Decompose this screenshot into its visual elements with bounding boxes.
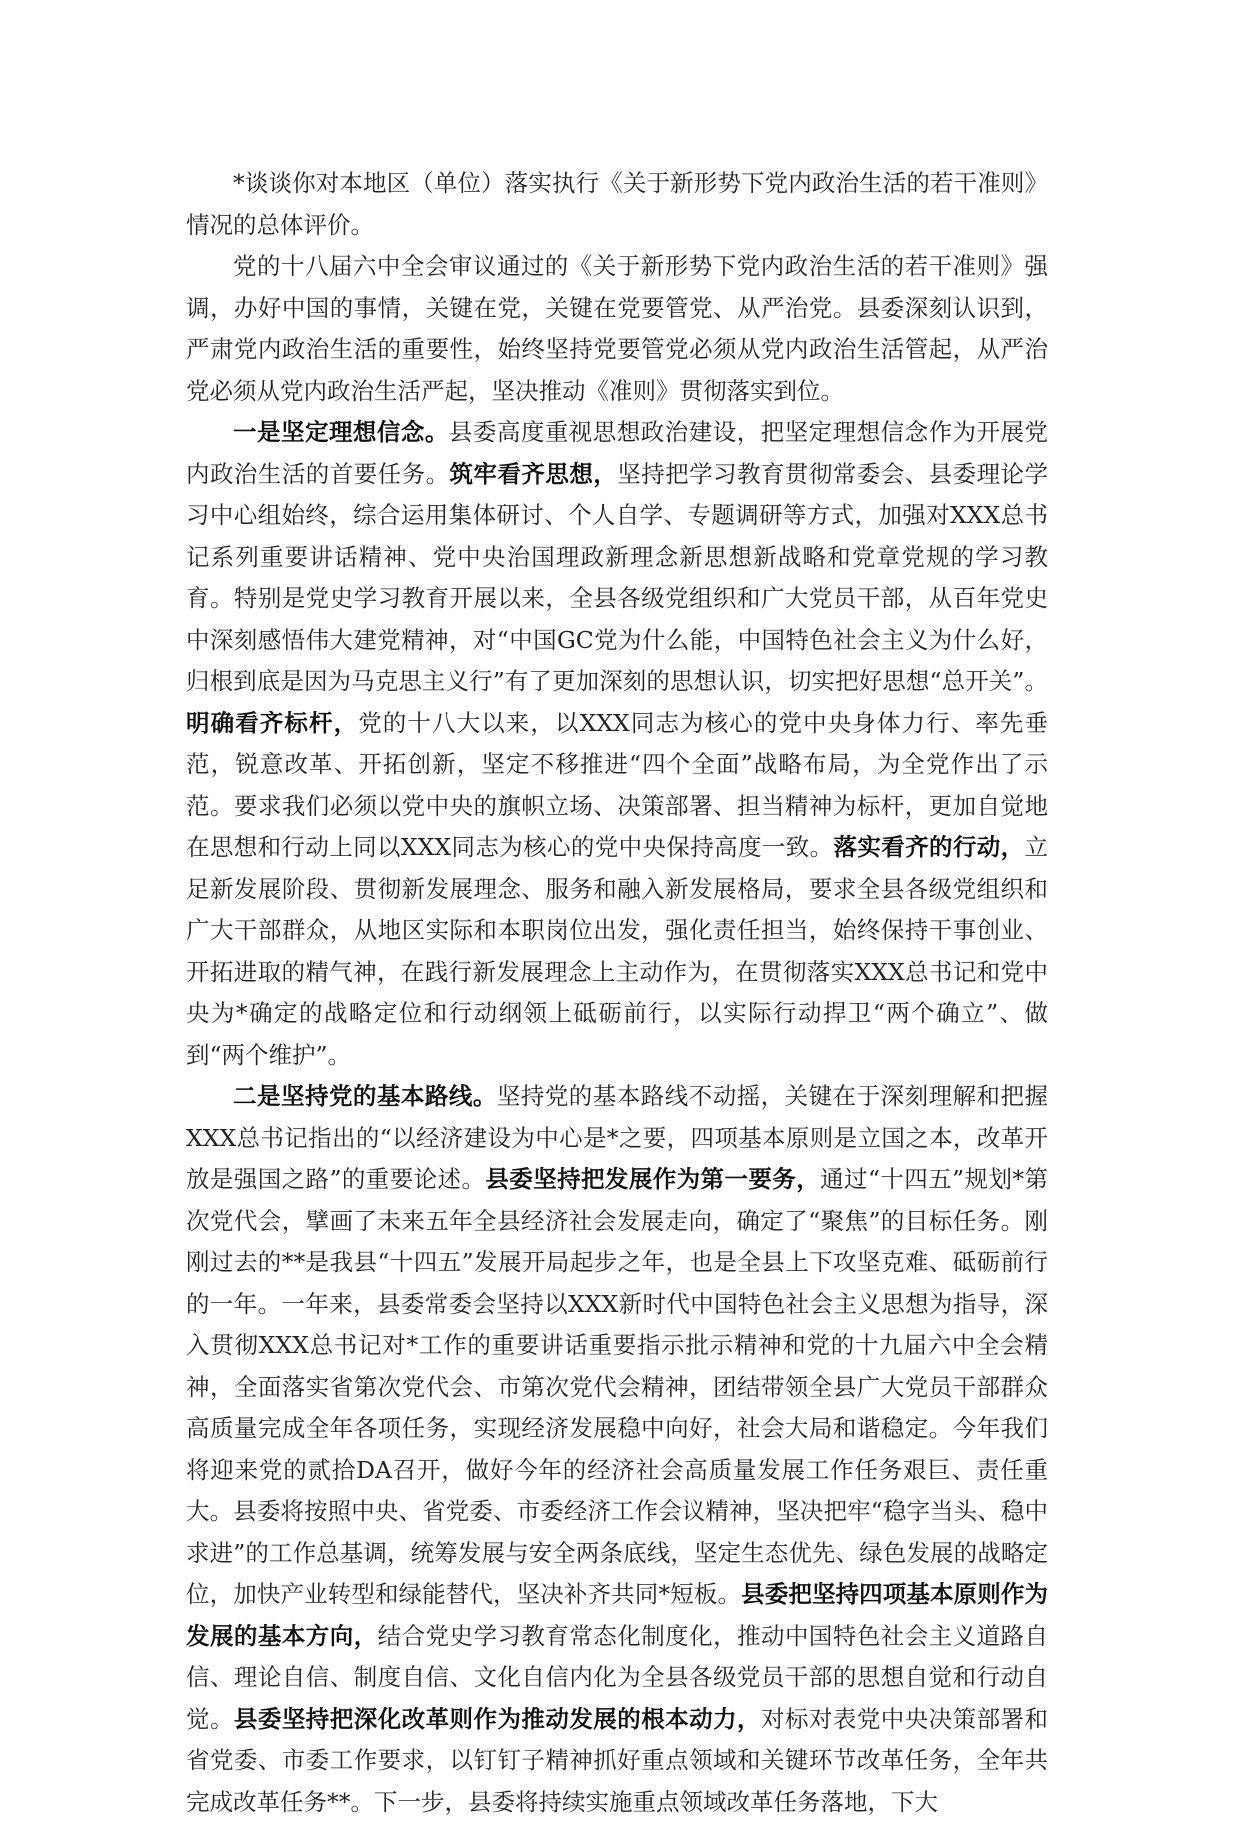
body-text: 通过“十四五”规划*第次党代会，擘画了未来五年全县经济社会发展走向，确定了“聚焦”的目标任务。刚刚过去的**是我县“十四五”发展开局起步之年，也是全县上下攻坚克难、砥砺前行的一年。一年来，县委常委会坚持以XXX新时代中国特色社会主义思想为指导，深入贯彻XXX总书记对*工作的重要讲话重要指示批示精神和党的十九届六中全会精神，全面落实省第次党代会、市第次党代会精神，团结带领全县广大党员干部群众高质量完成全年各项任务，实现经济发展稳中向好，社会大局和谐稳定。今年我们将迎来党的贰拾DA召开，做好今年的经济社会高质量发展工作任务艰巨、责任重大。县委将按照中央、省党委、市委经济工作会议精神，坚决把牢“稳字当头、稳中求进”的工作总基调，统筹发展与安全两条底线，坚定生态优先、绿色发展的战略定位，加快产业转型和绿能替代，坚决补齐共同*短板。 [186, 1165, 1049, 1608]
subheading-fazhan-yaowu: 县委坚持把发展作为第一要务， [485, 1165, 821, 1193]
section-one-paragraph [186, 412, 1048, 1076]
body-text: 县委高度重视思想政治建设，把坚定理想信念作为开展党内政治生活的首要任务。 [186, 418, 1049, 488]
body-text: 坚持党的基本路线不动摇，关键在于深刻理解和把握XXX总书记指出的“以经济建设为中心是*之要，四项基本原则是立国之本，改革开放是强国之路”的重要论述。 [186, 1082, 1049, 1193]
intro-text: 党的十八届六中全会审议通过的《关于新形势下党内政治生活的若干准则》强调，办好中国的事情，关键在党，关键在党要管党、从严治党。县委深刻认识到，严肃党内政治生活的重要性，始终坚持党要管党必须从党内政治生活管起，从严治党必须从党内政治生活严起，坚决推动《准则》贯彻落实到位。 [186, 252, 1048, 405]
subheading-gaige-dongli: 县委坚持把深化改革则作为推动发展的根本动力， [233, 1704, 761, 1733]
question-text: *谈谈你对本地区（单位）落实执行《关于新形势下党内政治生活的若干准则》情况的总体评价。 [186, 169, 1048, 239]
subheading-jiben-fangxiang: 县委把坚持四项基本原则作为发展的基本方向， [186, 1580, 1049, 1650]
subheading-kanqi-xingdong: 落实看齐的行动， [833, 833, 1025, 861]
subheading-kanqi-sixiang: 筑牢看齐思想， [449, 459, 618, 488]
subheading-kanqi-biaogan: 明确看齐标杆， [186, 708, 359, 737]
body-text: 对标对表党中央决策部署和省党委、市委工作要求，以钉钉子精神抓好重点领域和关键环节改革任务，全年共完成改革任务**。下一步，县委将持续实施重点领域改革任务落地，下大 [186, 1704, 1049, 1816]
body-text: 结合党史学习教育常态化制度化，推动中国特色社会主义道路自信、理论自信、制度自信、文化自信内化为全县各级党员干部的思想自觉和行动自觉。 [186, 1621, 1049, 1733]
body-text: 坚持把学习教育贯彻常委会、县委理论学习中心组始终，综合运用集体研讨、个人自学、专题调研等方式，加强对XXX总书记系列重要讲话精神、党中央治国理政新理念新思想新战略和党章党规的学习教育。特别是党史学习教育开展以来，全县各级党组织和广大党员干部，从百年党史中深刻感悟伟大建党精神，对“中国GC党为什么能，中国特色社会主义为什么好，归根到底是因为马克思主义行”有了更加深刻的思想认识，切实把好思想“总开关”。 [186, 459, 1049, 695]
section-two-paragraph [186, 1076, 1048, 1823]
body-text: 立足新发展阶段、贯彻新发展理念、服务和融入新发展格局，要求全县各级党组织和广大干部群众，从地区实际和本职岗位出发，强化责任担当，始终保持干事创业、开拓进取的精气神，在践行新发展理念上主动作为，在贯彻落实XXX总书记和党中央为*确定的战略定位和行动纲领上砥砺前行，以实际行动捍卫“两个确立”、做到“两个维护”。 [186, 833, 1048, 1069]
section-two-heading: 二是坚持党的基本路线。 [233, 1082, 497, 1110]
body-text: 党的十八大以来，以XXX同志为核心的党中央身体力行、率先垂范，锐意改革、开拓创新，坚定不移推进“四个全面”战略布局，为全党作出了示范。要求我们必须以党中央的旗帜立场、决策部署、担当精神为标杆，更加自觉地在思想和行动上同以XXX同志为核心的党中央保持高度一致。 [186, 708, 1048, 861]
question-paragraph [186, 163, 1048, 246]
intro-paragraph [186, 246, 1048, 412]
section-one-heading: 一是坚定理想信念。 [233, 418, 449, 446]
document-body [186, 163, 1048, 1823]
